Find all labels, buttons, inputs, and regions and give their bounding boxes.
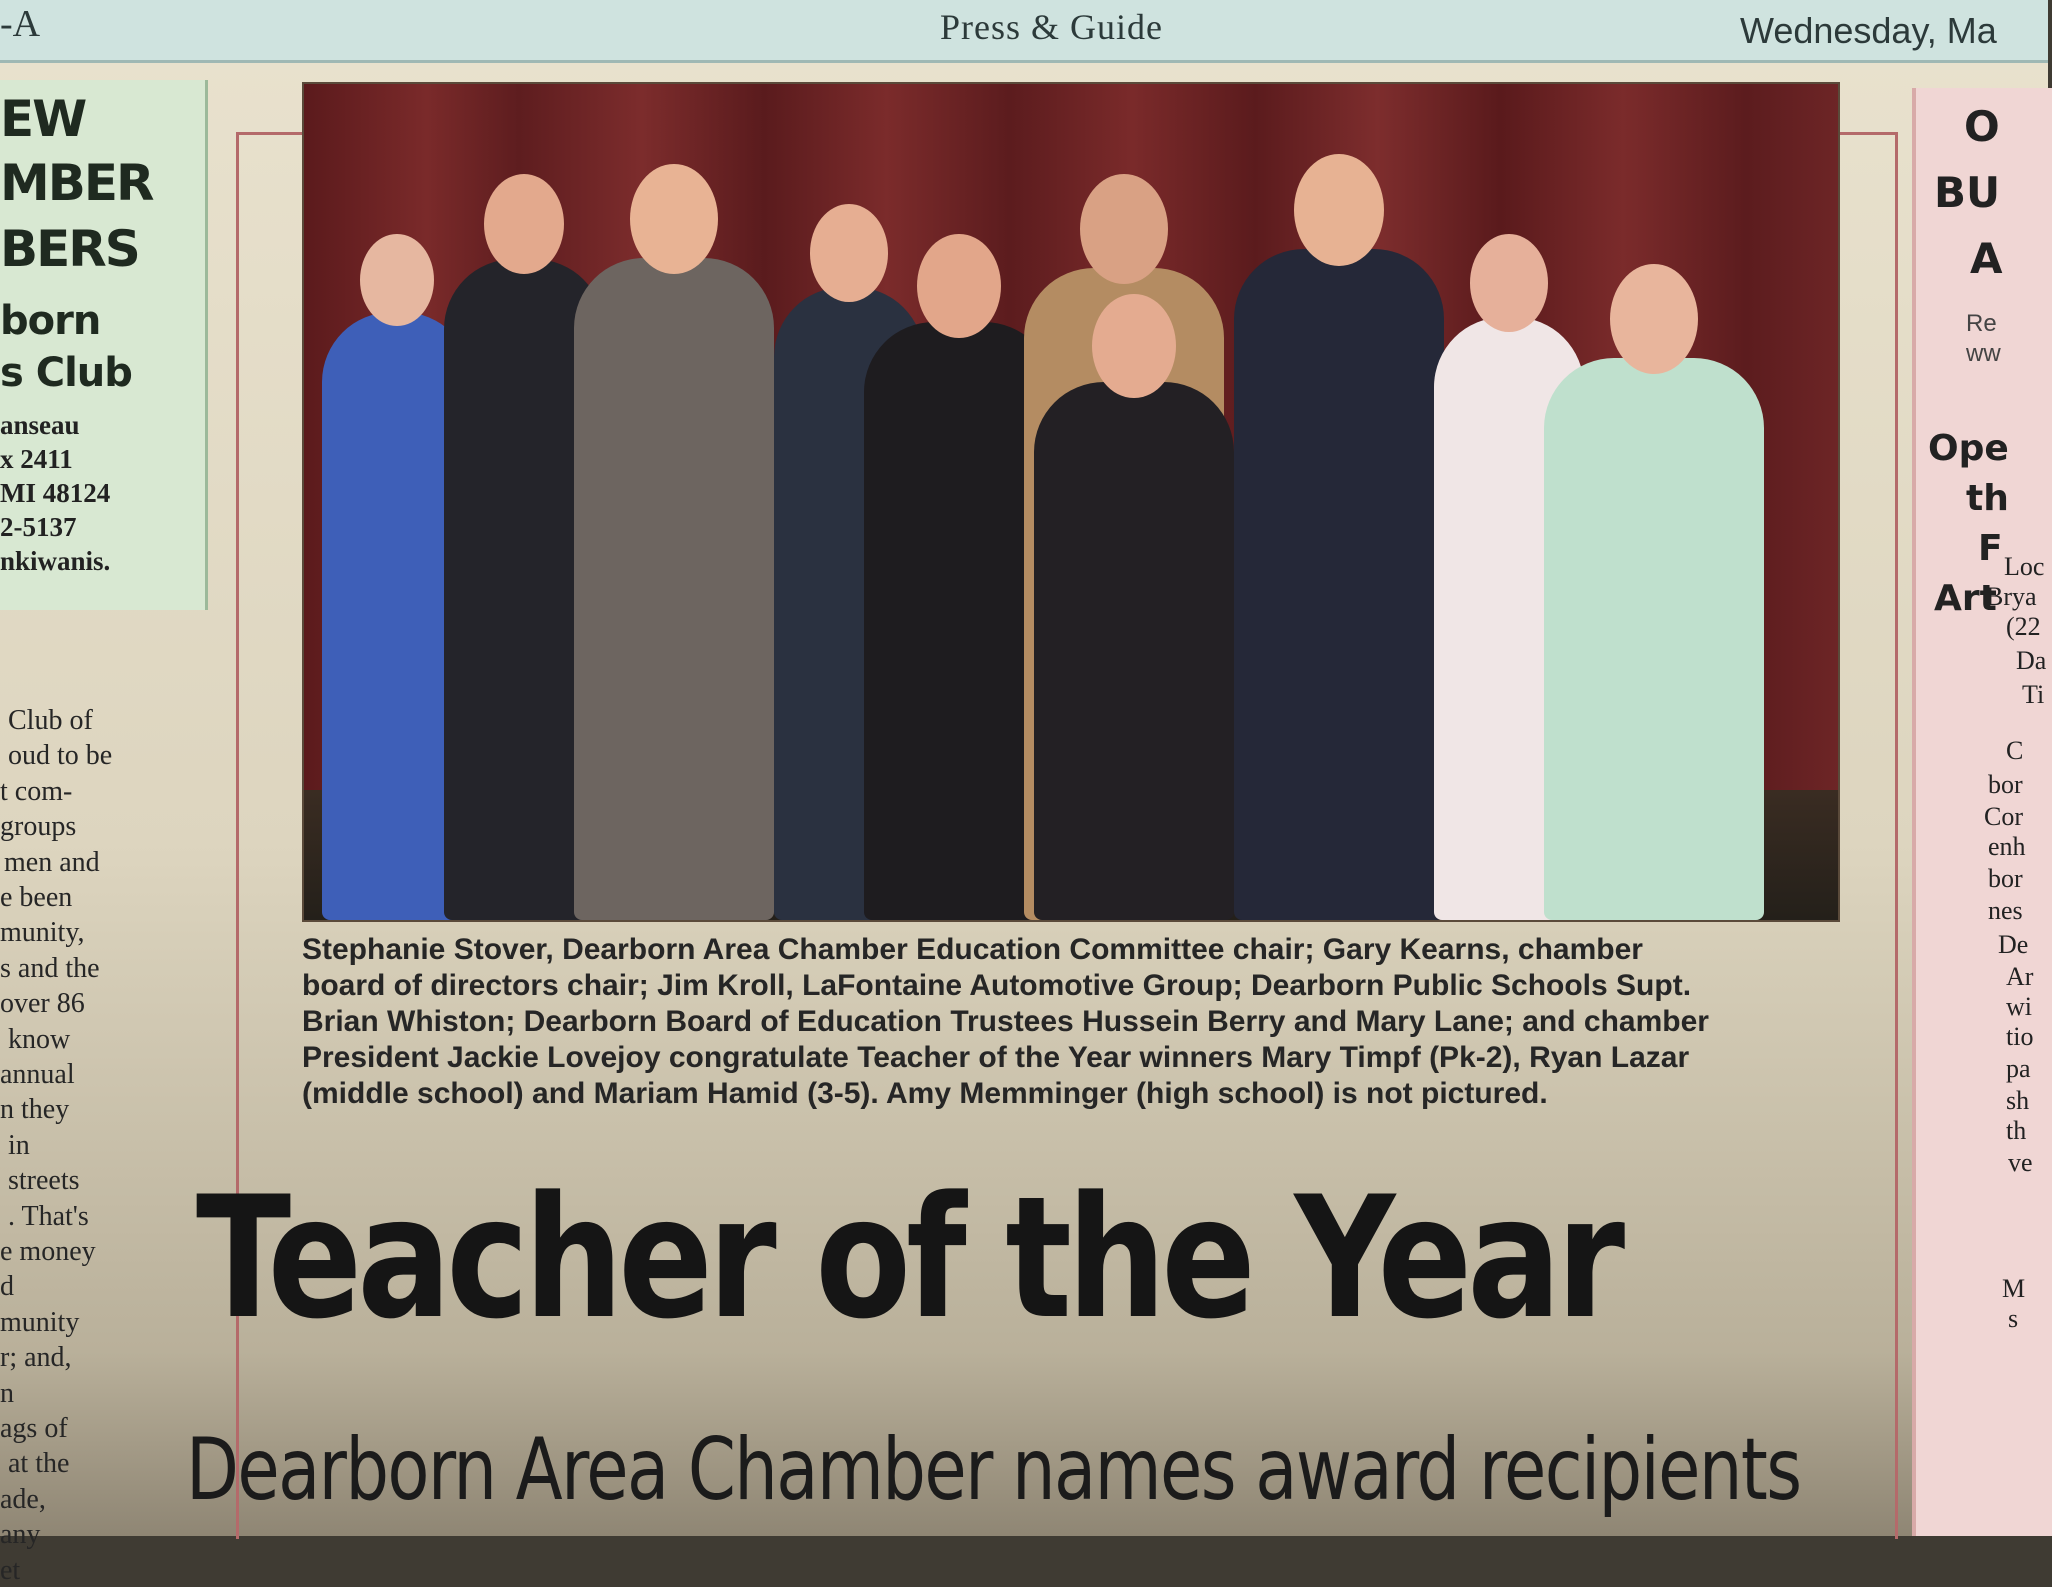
person-head <box>1610 264 1698 374</box>
story-headline: Teacher of the Year <box>196 1160 1621 1356</box>
right-headline-line: A <box>1970 234 2003 283</box>
left-sidebar-box <box>0 80 208 610</box>
left-body-line: e been <box>0 882 73 913</box>
right-body-line: Cor <box>1984 802 2023 831</box>
caption-line: Stephanie Stover, Dearborn Area Chamber Education Committee chair; Gary Kearns, chamber <box>302 933 1643 966</box>
person-torso <box>1034 382 1234 920</box>
left-body-line: s and the <box>0 952 100 984</box>
left-address-line: anseau <box>0 410 80 440</box>
left-body-line: at the <box>8 1448 70 1480</box>
person-head <box>1080 174 1168 284</box>
folio-bar <box>0 0 2048 63</box>
left-body-line: ade, <box>0 1483 46 1515</box>
right-headline-line: O <box>1964 102 2000 151</box>
left-body-line: groups <box>0 811 77 843</box>
left-body-line: e money <box>0 1236 96 1267</box>
left-body-line: annual <box>0 1059 75 1090</box>
person-head <box>630 164 718 274</box>
right-body-line: Brya <box>1986 582 2037 611</box>
right-body-line: bor <box>1988 770 2023 799</box>
right-body-line: enh <box>1988 832 2026 861</box>
person-head <box>810 204 888 302</box>
left-body-line: munity <box>0 1306 80 1338</box>
left-address-line: MI 48124 <box>0 478 111 508</box>
left-body-line: over 86 <box>0 988 85 1020</box>
right-body-line: Da <box>2016 646 2047 675</box>
left-headline-line: EW <box>0 90 86 148</box>
person-head <box>484 174 564 274</box>
left-headline-line: BERS <box>0 220 139 278</box>
left-body-line: oud to be <box>8 740 113 772</box>
right-headline-line: BU <box>1934 168 2001 217</box>
left-address-line: nkiwanis. <box>0 546 111 576</box>
right-body-line: ve <box>2008 1148 2033 1177</box>
right-body-line: De <box>1998 930 2029 959</box>
publication-name: Press & Guide <box>940 7 1163 47</box>
person-head <box>917 234 1000 338</box>
person-head <box>1092 294 1175 398</box>
left-body-line: ags of <box>0 1413 68 1444</box>
right-body-line: wi <box>2006 992 2032 1021</box>
right-small-line: ww <box>1966 340 2001 367</box>
caption-line: President Jackie Lovejoy congratulate Teacher of the Year winners Mary Timpf (Pk-2), Ryan Lazar <box>302 1041 1690 1074</box>
left-body-line: r; and, <box>0 1342 72 1374</box>
person-torso <box>1234 249 1444 920</box>
left-body-line: any <box>0 1519 41 1551</box>
right-body-line: Loc <box>2004 552 2045 581</box>
right-body-line: Ar <box>2006 962 2034 991</box>
left-body-line: in <box>8 1129 30 1161</box>
right-body-line: s <box>2008 1304 2019 1333</box>
right-body-line: tio <box>2006 1022 2034 1051</box>
left-address-line: x 2411 <box>0 444 73 474</box>
right-subhead-line: Ope <box>1928 428 2009 469</box>
person-head <box>1470 234 1548 332</box>
left-body-line: t com- <box>0 775 73 807</box>
right-subhead-line: Art <box>1934 578 1997 619</box>
left-address-line: 2-5137 <box>0 512 77 542</box>
right-body-line: Ti <box>2022 680 2045 709</box>
caption-line: (middle school) and Mariam Hamid (3-5). Amy Memminger (high school) is not pictured. <box>302 1077 1548 1110</box>
left-headline-line: MBER <box>0 154 153 212</box>
left-subhead-line: born <box>0 298 101 344</box>
right-body-line: pa <box>2006 1054 2031 1083</box>
left-body-line: streets <box>8 1165 80 1197</box>
right-body-line: C <box>2006 736 2024 765</box>
right-subhead-line: F <box>1978 528 2003 569</box>
group-photo <box>302 82 1840 922</box>
person-head <box>1294 154 1384 266</box>
left-body-line: . That's <box>8 1200 89 1232</box>
right-body-line: bor <box>1988 864 2023 893</box>
caption-line: Brian Whiston; Dearborn Board of Education Trustees Hussein Berry and Mary Lane; and chamber <box>302 1005 1709 1038</box>
left-column <box>0 80 212 1586</box>
left-body-line: men and <box>4 846 100 878</box>
person-head <box>360 234 434 326</box>
story-deck: Dearborn Area Chamber names award recipients <box>186 1420 1801 1520</box>
left-body-line: Club of <box>8 705 93 736</box>
left-subhead-line: s Club <box>0 350 132 396</box>
right-body-line: (22 <box>2006 612 2041 641</box>
caption-line: board of directors chair; Jim Kroll, LaFontaine Automotive Group; Dearborn Public Schools Supt. <box>302 969 1692 1002</box>
person-torso <box>1544 358 1764 921</box>
left-body-line: know <box>8 1023 71 1055</box>
right-small-line: Re <box>1966 310 1997 337</box>
page-number: -A <box>0 3 41 45</box>
right-subhead-line: th <box>1966 478 2009 519</box>
photo-caption <box>302 932 1862 1112</box>
right-body-line: sh <box>2006 1086 2030 1115</box>
right-body-line: th <box>2006 1116 2027 1145</box>
left-body-line: et <box>0 1554 21 1586</box>
left-body-line: n they <box>0 1094 70 1126</box>
right-column <box>1912 88 2052 1536</box>
left-body-line: n <box>0 1377 14 1409</box>
left-body-line: munity, <box>0 917 85 949</box>
person-torso <box>574 258 774 921</box>
right-body-line: M <box>2002 1274 2026 1303</box>
right-body-line: nes <box>1988 896 2023 925</box>
issue-date: Wednesday, Ma <box>1740 10 1997 51</box>
left-body-line: d <box>0 1271 14 1303</box>
